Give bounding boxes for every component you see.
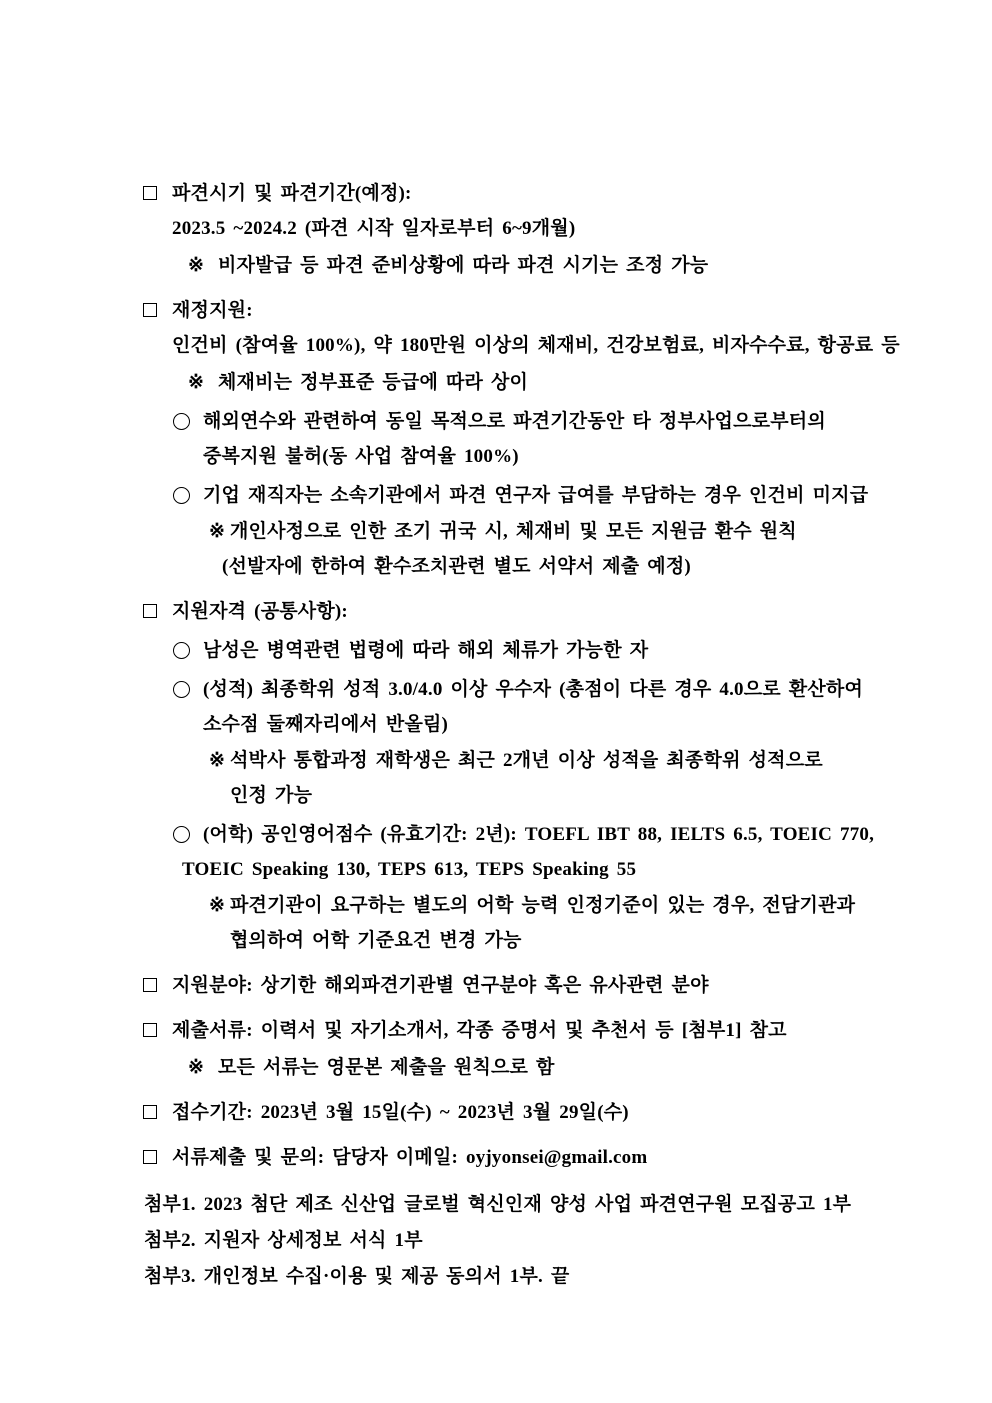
line-text: 서류제출 및 문의: 담당자 이메일: oyjyonsei@gmail.com bbox=[172, 1147, 648, 1168]
list-item bbox=[142, 404, 902, 439]
document-body bbox=[142, 176, 902, 1175]
line-text: 중복지원 불허(동 사업 참여율 100%) bbox=[203, 446, 519, 467]
line-text: 접수기간: 2023년 3월 15일(수) ~ 2023년 3월 29일(수) bbox=[172, 1102, 629, 1123]
line-text: 인건비 (참여율 100%), 약 180만원 이상의 체재비, 건강보험료, 비자수수료, 항공료 등 bbox=[172, 335, 900, 356]
attachment-item bbox=[142, 1187, 902, 1222]
circle-bullet-icon bbox=[173, 413, 190, 430]
list-item bbox=[142, 707, 902, 742]
box-bullet-icon bbox=[143, 303, 157, 317]
list-item bbox=[142, 439, 902, 474]
line-text: 해외연수와 관련하여 동일 목적으로 파견기간동안 타 정부사업으로부터의 bbox=[203, 411, 826, 432]
line-text: 지원자격 (공통사항): bbox=[172, 601, 348, 622]
line-text: 석박사 통합과정 재학생은 최근 2개년 이상 성적을 최종학위 성적으로 bbox=[230, 750, 823, 771]
list-item bbox=[142, 1050, 902, 1085]
attachment-item bbox=[142, 1223, 902, 1258]
box-bullet-icon bbox=[143, 1105, 157, 1119]
box-bullet-icon bbox=[143, 604, 157, 618]
line-text: 기업 재직자는 소속기관에서 파견 연구자 급여를 부담하는 경우 인건비 미지급 bbox=[203, 485, 869, 506]
list-item bbox=[142, 328, 902, 363]
line-text: 협의하여 어학 기준요건 변경 가능 bbox=[230, 930, 522, 951]
section-item bbox=[142, 594, 902, 629]
line-text: 체재비는 정부표준 등급에 따라 상이 bbox=[218, 372, 529, 393]
box-bullet-icon bbox=[143, 978, 157, 992]
section-item bbox=[142, 293, 902, 328]
list-item bbox=[142, 817, 902, 852]
list-item bbox=[142, 365, 902, 400]
line-text: 재정지원: bbox=[172, 300, 253, 321]
document-page bbox=[142, 166, 902, 1294]
line-text: (선발자에 한하여 환수조치관련 별도 서약서 제출 예정) bbox=[222, 556, 691, 577]
attachment-list bbox=[142, 1187, 902, 1294]
line-text: 소수점 둘째자리에서 반올림) bbox=[203, 714, 449, 735]
line-text: 지원분야: 상기한 해외파견기관별 연구분야 혹은 유사관련 분야 bbox=[172, 975, 709, 996]
list-item bbox=[142, 549, 902, 584]
line-text: 개인사정으로 인한 조기 귀국 시, 체재비 및 모든 지원금 환수 원칙 bbox=[230, 521, 797, 542]
circle-bullet-icon bbox=[173, 642, 190, 659]
attachment-text: 첨부3. 개인정보 수집·이용 및 제공 동의서 1부. 끝 bbox=[144, 1266, 570, 1287]
attachment-text: 첨부2. 지원자 상세정보 서식 1부 bbox=[144, 1230, 423, 1251]
line-text: (성적) 최종학위 성적 3.0/4.0 이상 우수자 (총점이 다른 경우 4.0으로 환산하여 bbox=[203, 679, 864, 700]
reference-mark-icon: ※ bbox=[188, 1057, 205, 1078]
line-text: 비자발급 등 파견 준비상황에 따라 파견 시기는 조정 가능 bbox=[218, 255, 709, 276]
line-text: 모든 서류는 영문본 제출을 원칙으로 함 bbox=[218, 1057, 555, 1078]
list-item bbox=[142, 852, 902, 887]
section-item bbox=[142, 1140, 902, 1175]
list-item bbox=[142, 211, 902, 246]
list-item bbox=[142, 672, 902, 707]
list-item bbox=[142, 743, 902, 778]
circle-bullet-icon bbox=[173, 826, 190, 843]
list-item bbox=[142, 888, 902, 923]
box-bullet-icon bbox=[143, 186, 157, 200]
reference-mark-icon: ※ bbox=[209, 521, 226, 542]
line-text: 남성은 병역관련 법령에 따라 해외 체류가 가능한 자 bbox=[203, 640, 649, 661]
section-item bbox=[142, 968, 902, 1003]
box-bullet-icon bbox=[143, 1023, 157, 1037]
reference-mark-icon: ※ bbox=[209, 750, 226, 771]
reference-mark-icon: ※ bbox=[209, 895, 226, 916]
line-text: 파견기관이 요구하는 별도의 어학 능력 인정기준이 있는 경우, 전담기관과 bbox=[230, 895, 856, 916]
list-item bbox=[142, 478, 902, 513]
line-text: 인정 가능 bbox=[230, 785, 313, 806]
line-text: 제출서류: 이력서 및 자기소개서, 각종 증명서 및 추천서 등 [첨부1] 참고 bbox=[172, 1020, 787, 1041]
attachment-text: 첨부1. 2023 첨단 제조 신산업 글로벌 혁신인재 양성 사업 파견연구원 모집공고 1부 bbox=[144, 1194, 852, 1215]
attachment-item bbox=[142, 1259, 902, 1294]
line-text: TOEIC Speaking 130, TEPS 613, TEPS Speaking 55 bbox=[182, 859, 637, 880]
section-item bbox=[142, 176, 902, 211]
box-bullet-icon bbox=[143, 1150, 157, 1164]
circle-bullet-icon bbox=[173, 487, 190, 504]
reference-mark-icon: ※ bbox=[188, 372, 205, 393]
list-item bbox=[142, 778, 902, 813]
section-item bbox=[142, 1013, 902, 1048]
line-text: 2023.5 ~2024.2 (파견 시작 일자로부터 6~9개월) bbox=[172, 218, 576, 239]
line-text: (어학) 공인영어점수 (유효기간: 2년): TOEFL IBT 88, IELTS 6.5, TOEIC 770, bbox=[203, 824, 875, 845]
list-item bbox=[142, 248, 902, 283]
reference-mark-icon: ※ bbox=[188, 255, 205, 276]
list-item bbox=[142, 923, 902, 958]
line-text: 파견시기 및 파견기간(예정): bbox=[172, 183, 412, 204]
list-item bbox=[142, 633, 902, 668]
section-item bbox=[142, 1095, 902, 1130]
circle-bullet-icon bbox=[173, 681, 190, 698]
list-item bbox=[142, 514, 902, 549]
